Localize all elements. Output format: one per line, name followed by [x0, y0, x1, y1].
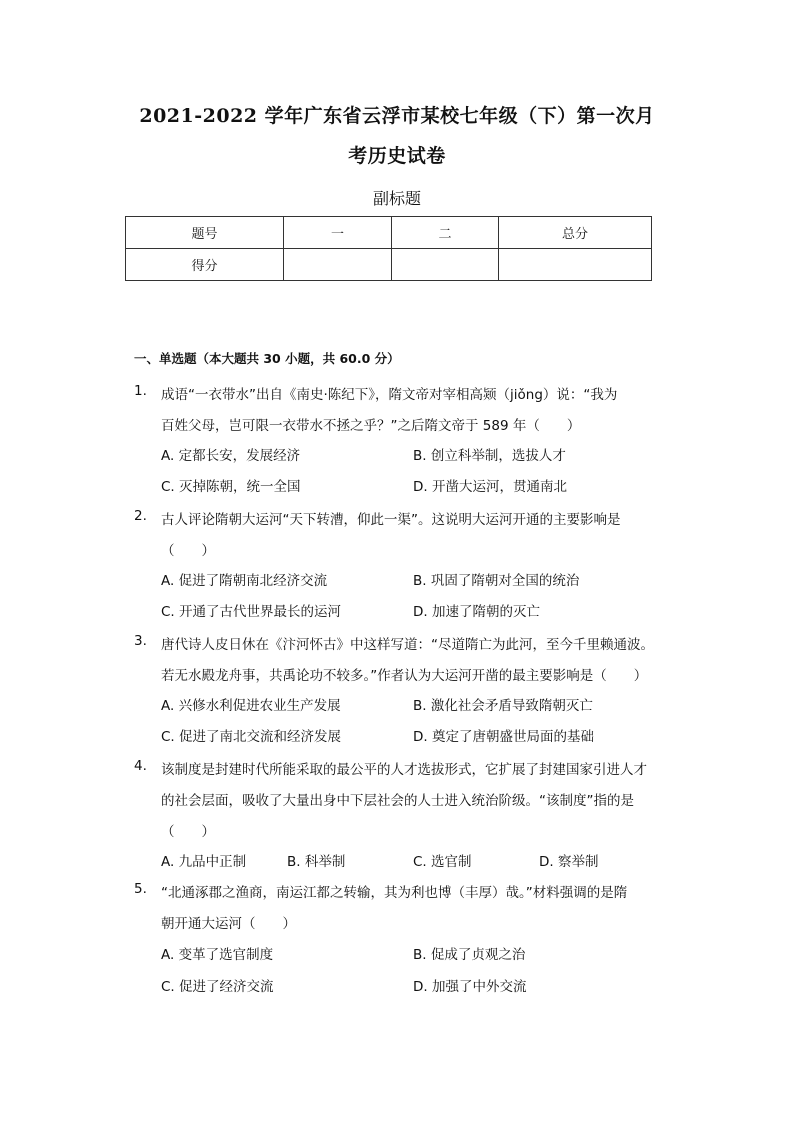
option-a[interactable]: A. 定都长安，发展经济 — [161, 448, 301, 464]
score-table-score-row — [126, 249, 652, 281]
question-text: 唐代诗人皮日休在《汴河怀古》中这样写道：“尽道隋亡为此河，至今千里赖通波。 — [161, 637, 654, 653]
exam-title-line2: 考历史试卷 — [348, 145, 446, 167]
question-number: 1. — [134, 383, 147, 399]
question-text: 若无水殿龙舟事，共禹论功不较多。”作者认为大运河开凿的最主要影响是（ ） — [161, 668, 648, 684]
question-text: （ ） — [161, 824, 215, 840]
score-cell[interactable] — [499, 249, 652, 281]
option-c[interactable]: C. 开通了古代世界最长的运河 — [161, 604, 342, 620]
option-b[interactable]: B. 促成了贞观之治 — [413, 947, 526, 963]
question-number: 3. — [134, 633, 147, 649]
question-text: 的社会层面，吸收了大量出身中下层社会的人士进入统治阶级。“该制度”指的是 — [161, 793, 634, 809]
exam-title-line1: 2021-2022 学年广东省云浮市某校七年级（下）第一次月 — [139, 105, 655, 127]
question-text: 朝开通大运河（ ） — [161, 916, 296, 932]
score-table-header-row — [126, 217, 652, 249]
option-a[interactable]: A. 九品中正制 — [161, 854, 247, 870]
question-text: 成语“一衣带水”出自《南史·陈纪下》，隋文帝对宰相高颎（jiǒng）说：“我为 — [161, 387, 618, 403]
option-d[interactable]: D. 察举制 — [539, 854, 599, 870]
question-number: 4. — [134, 758, 147, 774]
option-d[interactable]: D. 奠定了唐朝盛世局面的基础 — [413, 729, 594, 745]
question-number: 5. — [134, 881, 147, 897]
exam-subtitle: 副标题 — [372, 189, 421, 208]
option-c[interactable]: C. 选官制 — [413, 854, 472, 870]
option-b[interactable]: B. 科举制 — [287, 854, 346, 870]
option-d[interactable]: D. 加强了中外交流 — [413, 979, 527, 995]
section-header: 一、单选题（本大题共 30 小题，共 60.0 分） — [134, 351, 400, 366]
score-header-cell: 总分 — [499, 217, 652, 249]
option-b[interactable]: B. 创立科举制，选拔人才 — [413, 448, 566, 464]
question-text: 古人评论隋朝大运河“天下转漕，仰此一渠”。这说明大运河开通的主要影响是 — [161, 512, 621, 528]
score-header-cell: 题号 — [126, 217, 284, 249]
question-text: 该制度是封建时代所能采取的最公平的人才选拔形式，它扩展了封建国家引进人才 — [161, 762, 647, 778]
option-c[interactable]: C. 促进了南北交流和经济发展 — [161, 729, 342, 745]
option-c[interactable]: C. 促进了经济交流 — [161, 979, 274, 995]
score-header-cell: 二 — [392, 217, 499, 249]
score-header-cell: 一 — [284, 217, 392, 249]
score-cell[interactable] — [392, 249, 499, 281]
question-number: 2. — [134, 508, 147, 524]
question-text: （ ） — [161, 543, 215, 559]
option-a[interactable]: A. 促进了隋朝南北经济交流 — [161, 573, 328, 589]
score-row-label: 得分 — [126, 249, 284, 281]
question-text: “北通涿郡之渔商，南运江都之转输，其为利也博（丰厚）哉。”材料强调的是隋 — [161, 885, 628, 901]
question-text: 百姓父母，岂可限一衣带水不拯之乎？”之后隋文帝于 589 年（ ） — [161, 418, 581, 434]
option-b[interactable]: B. 激化社会矛盾导致隋朝灭亡 — [413, 698, 593, 714]
option-d[interactable]: D. 开凿大运河，贯通南北 — [413, 479, 567, 495]
option-a[interactable]: A. 兴修水利促进农业生产发展 — [161, 698, 341, 714]
option-a[interactable]: A. 变革了选官制度 — [161, 947, 274, 963]
score-table — [125, 216, 652, 281]
score-cell[interactable] — [284, 249, 392, 281]
option-c[interactable]: C. 灭掉陈朝，统一全国 — [161, 479, 301, 495]
option-d[interactable]: D. 加速了隋朝的灭亡 — [413, 604, 540, 620]
option-b[interactable]: B. 巩固了隋朝对全国的统治 — [413, 573, 580, 589]
